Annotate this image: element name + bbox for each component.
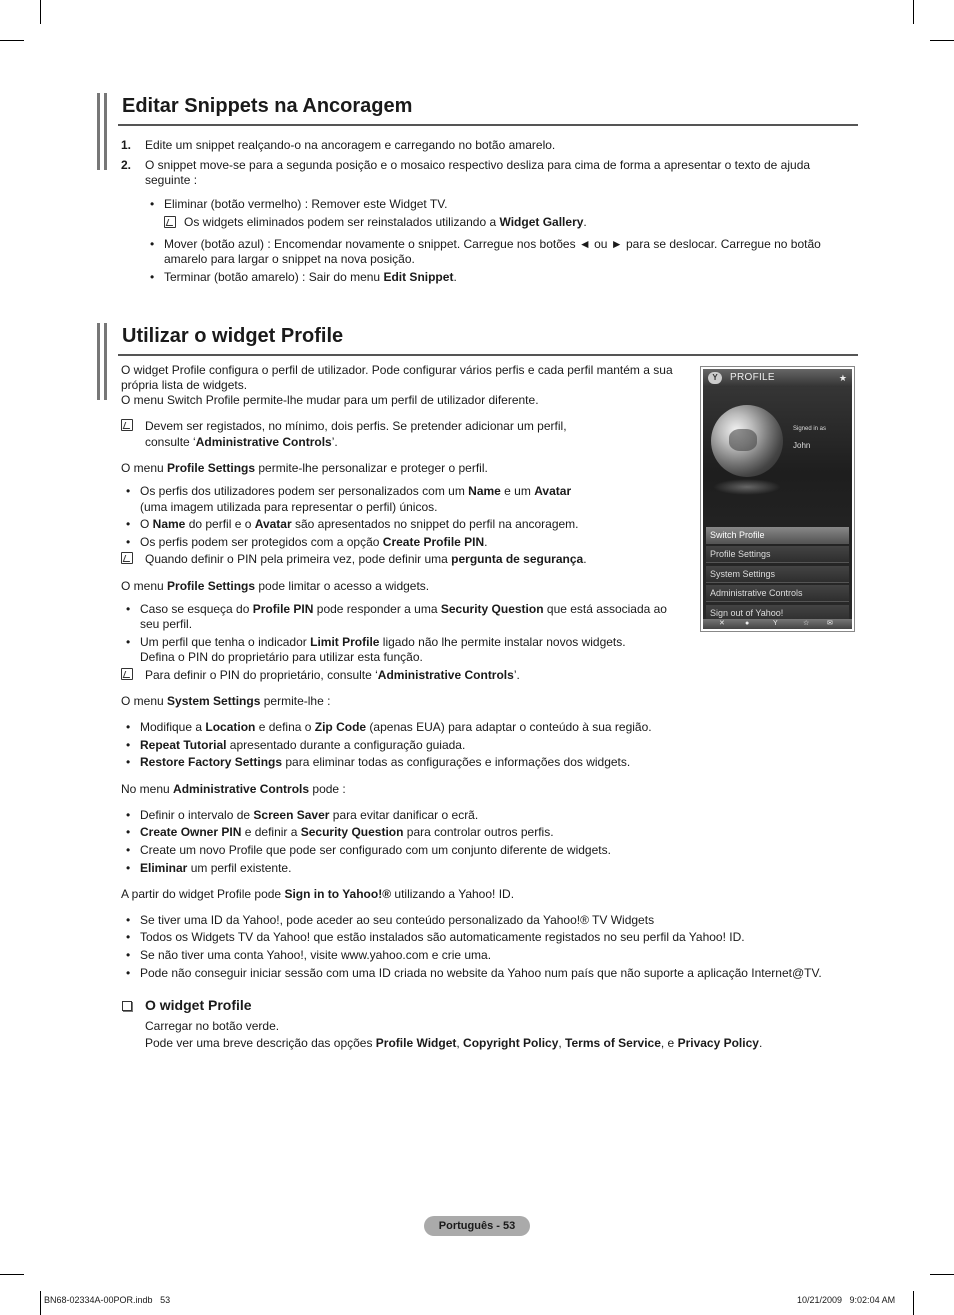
paragraph: No menu Administrative Controls pode :: [121, 782, 346, 796]
crop-mark: [40, 1291, 41, 1315]
header-bar: [104, 93, 107, 170]
crop-mark: [930, 1274, 954, 1275]
bullet: •: [126, 861, 131, 875]
bullet-text: seu perfil.: [140, 617, 193, 631]
section-title: Utilizar o widget Profile: [122, 325, 344, 347]
bullet-text: Todos os Widgets TV da Yahoo! que estão instalados são automaticamente registados no seu perfil da Yahoo! ID.: [140, 930, 745, 944]
bullet-text: Caso se esqueça do Profile PIN pode responder a uma Security Question que está associada ao: [140, 602, 667, 616]
bullet-text: Terminar (botão amarelo) : Sair do menu Edit Snippet.: [164, 270, 457, 284]
note-text: Para definir o PIN do proprietário, consulte ‘Administrative Controls’.: [145, 668, 520, 682]
step-text: seguinte :: [145, 173, 198, 187]
step-text: Edite um snippet realçando-o na ancoragem e carregando no botão amarelo.: [145, 138, 556, 152]
yahoo-icon: Y: [773, 620, 778, 627]
crop-mark: [913, 1291, 914, 1315]
section-header: [97, 93, 858, 141]
user-name: John: [793, 441, 811, 450]
paragraph: A partir do widget Profile pode Sign in to Yahoo!® utilizando a Yahoo! ID.: [121, 887, 515, 901]
step-number: 2.: [121, 158, 132, 172]
note-text: consulte ‘Administrative Controls’.: [145, 435, 338, 449]
bullet: •: [126, 535, 131, 549]
bullet: •: [126, 635, 131, 649]
tv-footer: [703, 619, 852, 629]
bullet-text: Defina o PIN do proprietário para utilizar esta função.: [140, 650, 423, 664]
star-icon: ★: [838, 373, 847, 383]
bullet: •: [126, 720, 131, 734]
bullet: •: [126, 755, 131, 769]
bullet: •: [150, 197, 155, 211]
bullet-text: Modifique a Location e defina o Zip Code (apenas EUA) para adaptar o conteúdo à sua região.: [140, 720, 652, 734]
bullet: •: [150, 270, 155, 284]
page-number-badge: Português - 53: [424, 1216, 530, 1236]
bullet-text: Create um novo Profile que pode ser configurado com um conjunto diferente de widgets.: [140, 843, 611, 857]
tv-menu-item-switch-profile[interactable]: Switch Profile: [706, 527, 849, 544]
crop-mark: [0, 1274, 24, 1275]
section-rule: [118, 124, 858, 126]
bullet-text: Eliminar um perfil existente.: [140, 861, 292, 875]
header-bar: [97, 323, 100, 400]
crop-mark: [0, 40, 24, 41]
bullet-text: Restore Factory Settings para eliminar todas as configurações e informações dos widgets.: [140, 755, 631, 769]
bullet-text: amarelo para largar o snippet na nova posição.: [164, 252, 415, 266]
file-name: BN68-02334A-00POR.indb 53: [44, 1295, 171, 1305]
bullet-text: (uma imagem utilizada para representar o perfil) únicos.: [140, 500, 438, 514]
paragraph: própria lista de widgets.: [121, 378, 248, 392]
profile-widget-screenshot: [700, 366, 855, 632]
bullet: •: [126, 966, 131, 980]
paragraph: O menu Profile Settings pode limitar o acesso a widgets.: [121, 579, 430, 593]
crop-mark: [40, 0, 41, 24]
bullet: •: [126, 808, 131, 822]
bullet: •: [126, 738, 131, 752]
note-icon: [121, 552, 133, 564]
bullet-text: Se não tiver uma conta Yahoo!, visite www.yahoo.com e crie uma.: [140, 948, 492, 962]
tv-menu-item-sign-out[interactable]: Sign out of Yahoo!: [706, 605, 849, 622]
bullet: •: [126, 484, 131, 498]
note-icon: [121, 419, 133, 431]
star-icon: ☆: [803, 620, 810, 627]
step-number: 1.: [121, 138, 132, 152]
bullet: •: [126, 843, 131, 857]
close-icon: ✕: [719, 620, 725, 627]
bullet-text: Repeat Tutorial apresentado durante a configuração guiada.: [140, 738, 466, 752]
tv-menu-item-system-settings[interactable]: System Settings: [706, 566, 849, 583]
tv-title: PROFILE: [730, 372, 775, 383]
bullet: •: [126, 913, 131, 927]
yahoo-logo-icon: Y: [708, 372, 722, 384]
signed-in-label: Signed in as: [793, 426, 827, 432]
tv-header: [703, 369, 852, 387]
note-text: Devem ser registados, no mínimo, dois perfis. Se pretender adicionar um perfil,: [145, 419, 567, 433]
bullet-text: Pode não conseguir iniciar sessão com uma ID criada no website da Yahoo num país que não suporte a aplicação Internet@TV.: [140, 966, 822, 980]
crop-mark: [930, 40, 954, 41]
bullet: •: [126, 517, 131, 531]
checkbox-icon: [122, 1001, 132, 1011]
bullet-text: Create Owner PIN e definir a Security Question para controlar outros perfis.: [140, 825, 554, 839]
bullet-text: Definir o intervalo de Screen Saver para evitar danificar o ecrã.: [140, 808, 479, 822]
bullet: •: [126, 602, 131, 616]
bullet-text: Se tiver uma ID da Yahoo!, pode aceder ao seu conteúdo personalizado da Yahoo!® TV Widgets: [140, 913, 655, 927]
bullet-text: Os perfis podem ser protegidos com a opção Create Profile PIN.: [140, 535, 488, 549]
crop-mark: [913, 0, 914, 24]
bullet: •: [150, 237, 155, 251]
note-text: Quando definir o PIN pela primeira vez, pode definir uma pergunta de segurança.: [145, 552, 587, 566]
print-date: 10/21/2009 9:02:04 AM: [797, 1295, 896, 1305]
paragraph: O menu Switch Profile permite-lhe mudar para um perfil de utilizador diferente.: [121, 393, 539, 407]
bullet-text: Um perfil que tenha o indicador Limit Profile ligado não lhe permite instalar novos widgets.: [140, 635, 626, 649]
section-rule: [118, 354, 858, 356]
subsection-title: O widget Profile: [145, 997, 252, 1013]
note-icon: [121, 668, 133, 680]
gear-icon: ●: [745, 620, 750, 627]
globe-reflection: [713, 479, 781, 495]
tv-menu-item-profile-settings[interactable]: Profile Settings: [706, 546, 849, 563]
note-icon: [164, 216, 176, 228]
paragraph: O widget Profile configura o perfil de utilizador. Pode configurar vários perfis e cada perfil mantém a sua: [121, 363, 673, 377]
bullet-text: Os perfis dos utilizadores podem ser personalizados com um Name e um Avatar: [140, 484, 572, 498]
bullet-text: Eliminar (botão vermelho) : Remover este Widget TV.: [164, 197, 448, 211]
bullet: •: [126, 948, 131, 962]
header-bar: [97, 93, 100, 170]
paragraph: O menu System Settings permite-lhe :: [121, 694, 331, 708]
paragraph: O menu Profile Settings permite-lhe personalizar e proteger o perfil.: [121, 461, 488, 475]
paragraph: Pode ver uma breve descrição das opções Profile Widget, Copyright Policy, Terms of Service, e Privacy Policy.: [145, 1036, 763, 1050]
step-text: O snippet move-se para a segunda posição e o mosaico respectivo desliza para cima de forma a apresentar o texto de ajuda: [145, 158, 811, 172]
section-title: Editar Snippets na Ancoragem: [122, 95, 413, 117]
bullet-text: O Name do perfil e o Avatar são apresentados no snippet do perfil na ancoragem.: [140, 517, 579, 531]
tv-menu-item-administrative-controls[interactable]: Administrative Controls: [706, 585, 849, 602]
mail-icon: ✉: [827, 620, 833, 627]
note-text: Os widgets eliminados podem ser reinstalados utilizando a Widget Gallery.: [184, 215, 587, 229]
bullet-text: Mover (botão azul) : Encomendar novamente o snippet. Carregue nos botões ◄ ou ► para se deslocar. Carregue no botão: [164, 237, 821, 251]
globe-avatar-icon: [711, 405, 783, 477]
bullet: •: [126, 930, 131, 944]
paragraph: Carregar no botão verde.: [145, 1019, 280, 1033]
bullet: •: [126, 825, 131, 839]
header-bar: [104, 323, 107, 400]
